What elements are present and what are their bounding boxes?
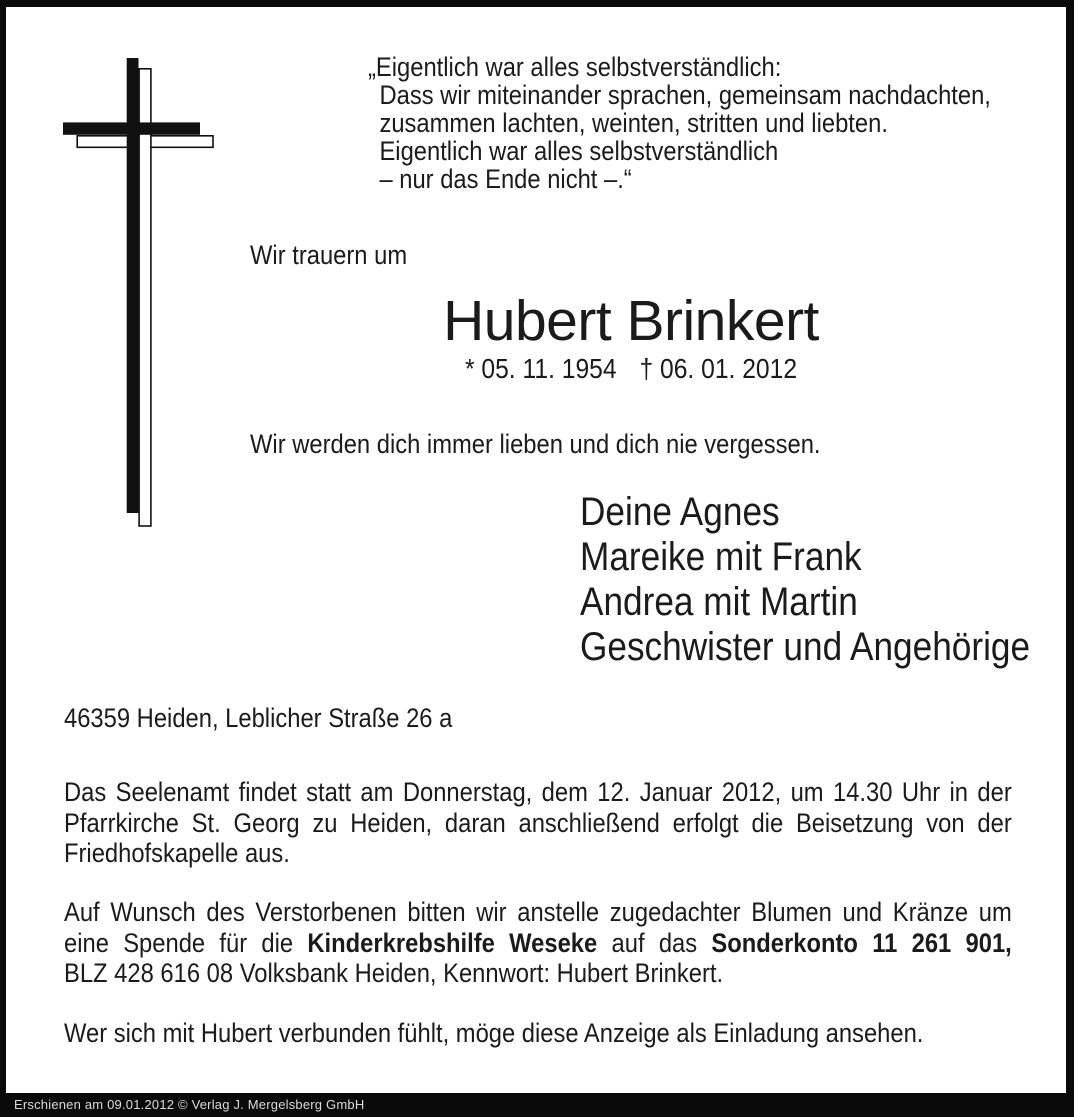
mourner-line: Mareike mit Frank bbox=[580, 535, 862, 579]
birth-date: * 05. 11. 1954 bbox=[464, 353, 617, 384]
paragraph-line: BLZ 428 616 08 Volksbank Heiden, Kennwort: Hubert Brinkert. bbox=[64, 958, 724, 988]
life-dates bbox=[296, 354, 967, 384]
service-paragraph bbox=[64, 777, 1012, 869]
publisher-imprint-text: Erschienen am 09.01.2012 © Verlag J. Mergelsberg GmbH bbox=[14, 1097, 365, 1112]
death-date: † 06. 01. 2012 bbox=[639, 353, 798, 384]
farewell-message: Wir werden dich immer lieben und dich nie vergessen. bbox=[250, 429, 821, 459]
cross-icon bbox=[63, 58, 214, 527]
mourning-intro: Wir trauern um bbox=[250, 240, 408, 270]
donation-paragraph bbox=[64, 897, 1012, 989]
mourner-line: Deine Agnes bbox=[580, 490, 780, 534]
deceased-name: Hubert Brinkert bbox=[443, 289, 819, 353]
mourners-list bbox=[580, 490, 1030, 670]
home-address: 46359 Heiden, Leblicher Straße 26 a bbox=[64, 703, 453, 733]
publisher-imprint-bar bbox=[0, 1093, 1074, 1117]
paragraph-line: Das Seelenamt findet statt am Donnerstag, dem 12. Januar 2012, um 14.30 Uhr in der bbox=[64, 777, 1012, 807]
paragraph-line: Pfarrkirche St. Georg zu Heiden, daran anschließend erfolgt die Beisetzung von der bbox=[64, 807, 1012, 838]
mourner-line: Geschwister und Angehörige bbox=[580, 625, 1031, 669]
paragraph-line: eine Spende für die Kinderkrebshilfe Weseke auf das Sonderkonto 11 261 901, bbox=[64, 927, 1012, 958]
memorial-quote: „Eigentlich war alles selbstverständlich: Dass wir miteinander sprachen, gemeinsam nachdachten, zusammen lachten, weinten, stritten und liebten. Eigentlich war alles selbstverständlich – nur das Ende nicht –.“ bbox=[368, 52, 991, 194]
mourner-line: Andrea mit Martin bbox=[580, 580, 858, 624]
paragraph-line: Auf Wunsch des Verstorbenen bitten wir anstelle zugedachter Blumen und Kränze um bbox=[64, 897, 1012, 927]
paragraph-line: Friedhofskapelle aus. bbox=[64, 838, 290, 868]
invitation-line: Wer sich mit Hubert verbunden fühlt, möge diese Anzeige als Einladung ansehen. bbox=[64, 1018, 924, 1048]
